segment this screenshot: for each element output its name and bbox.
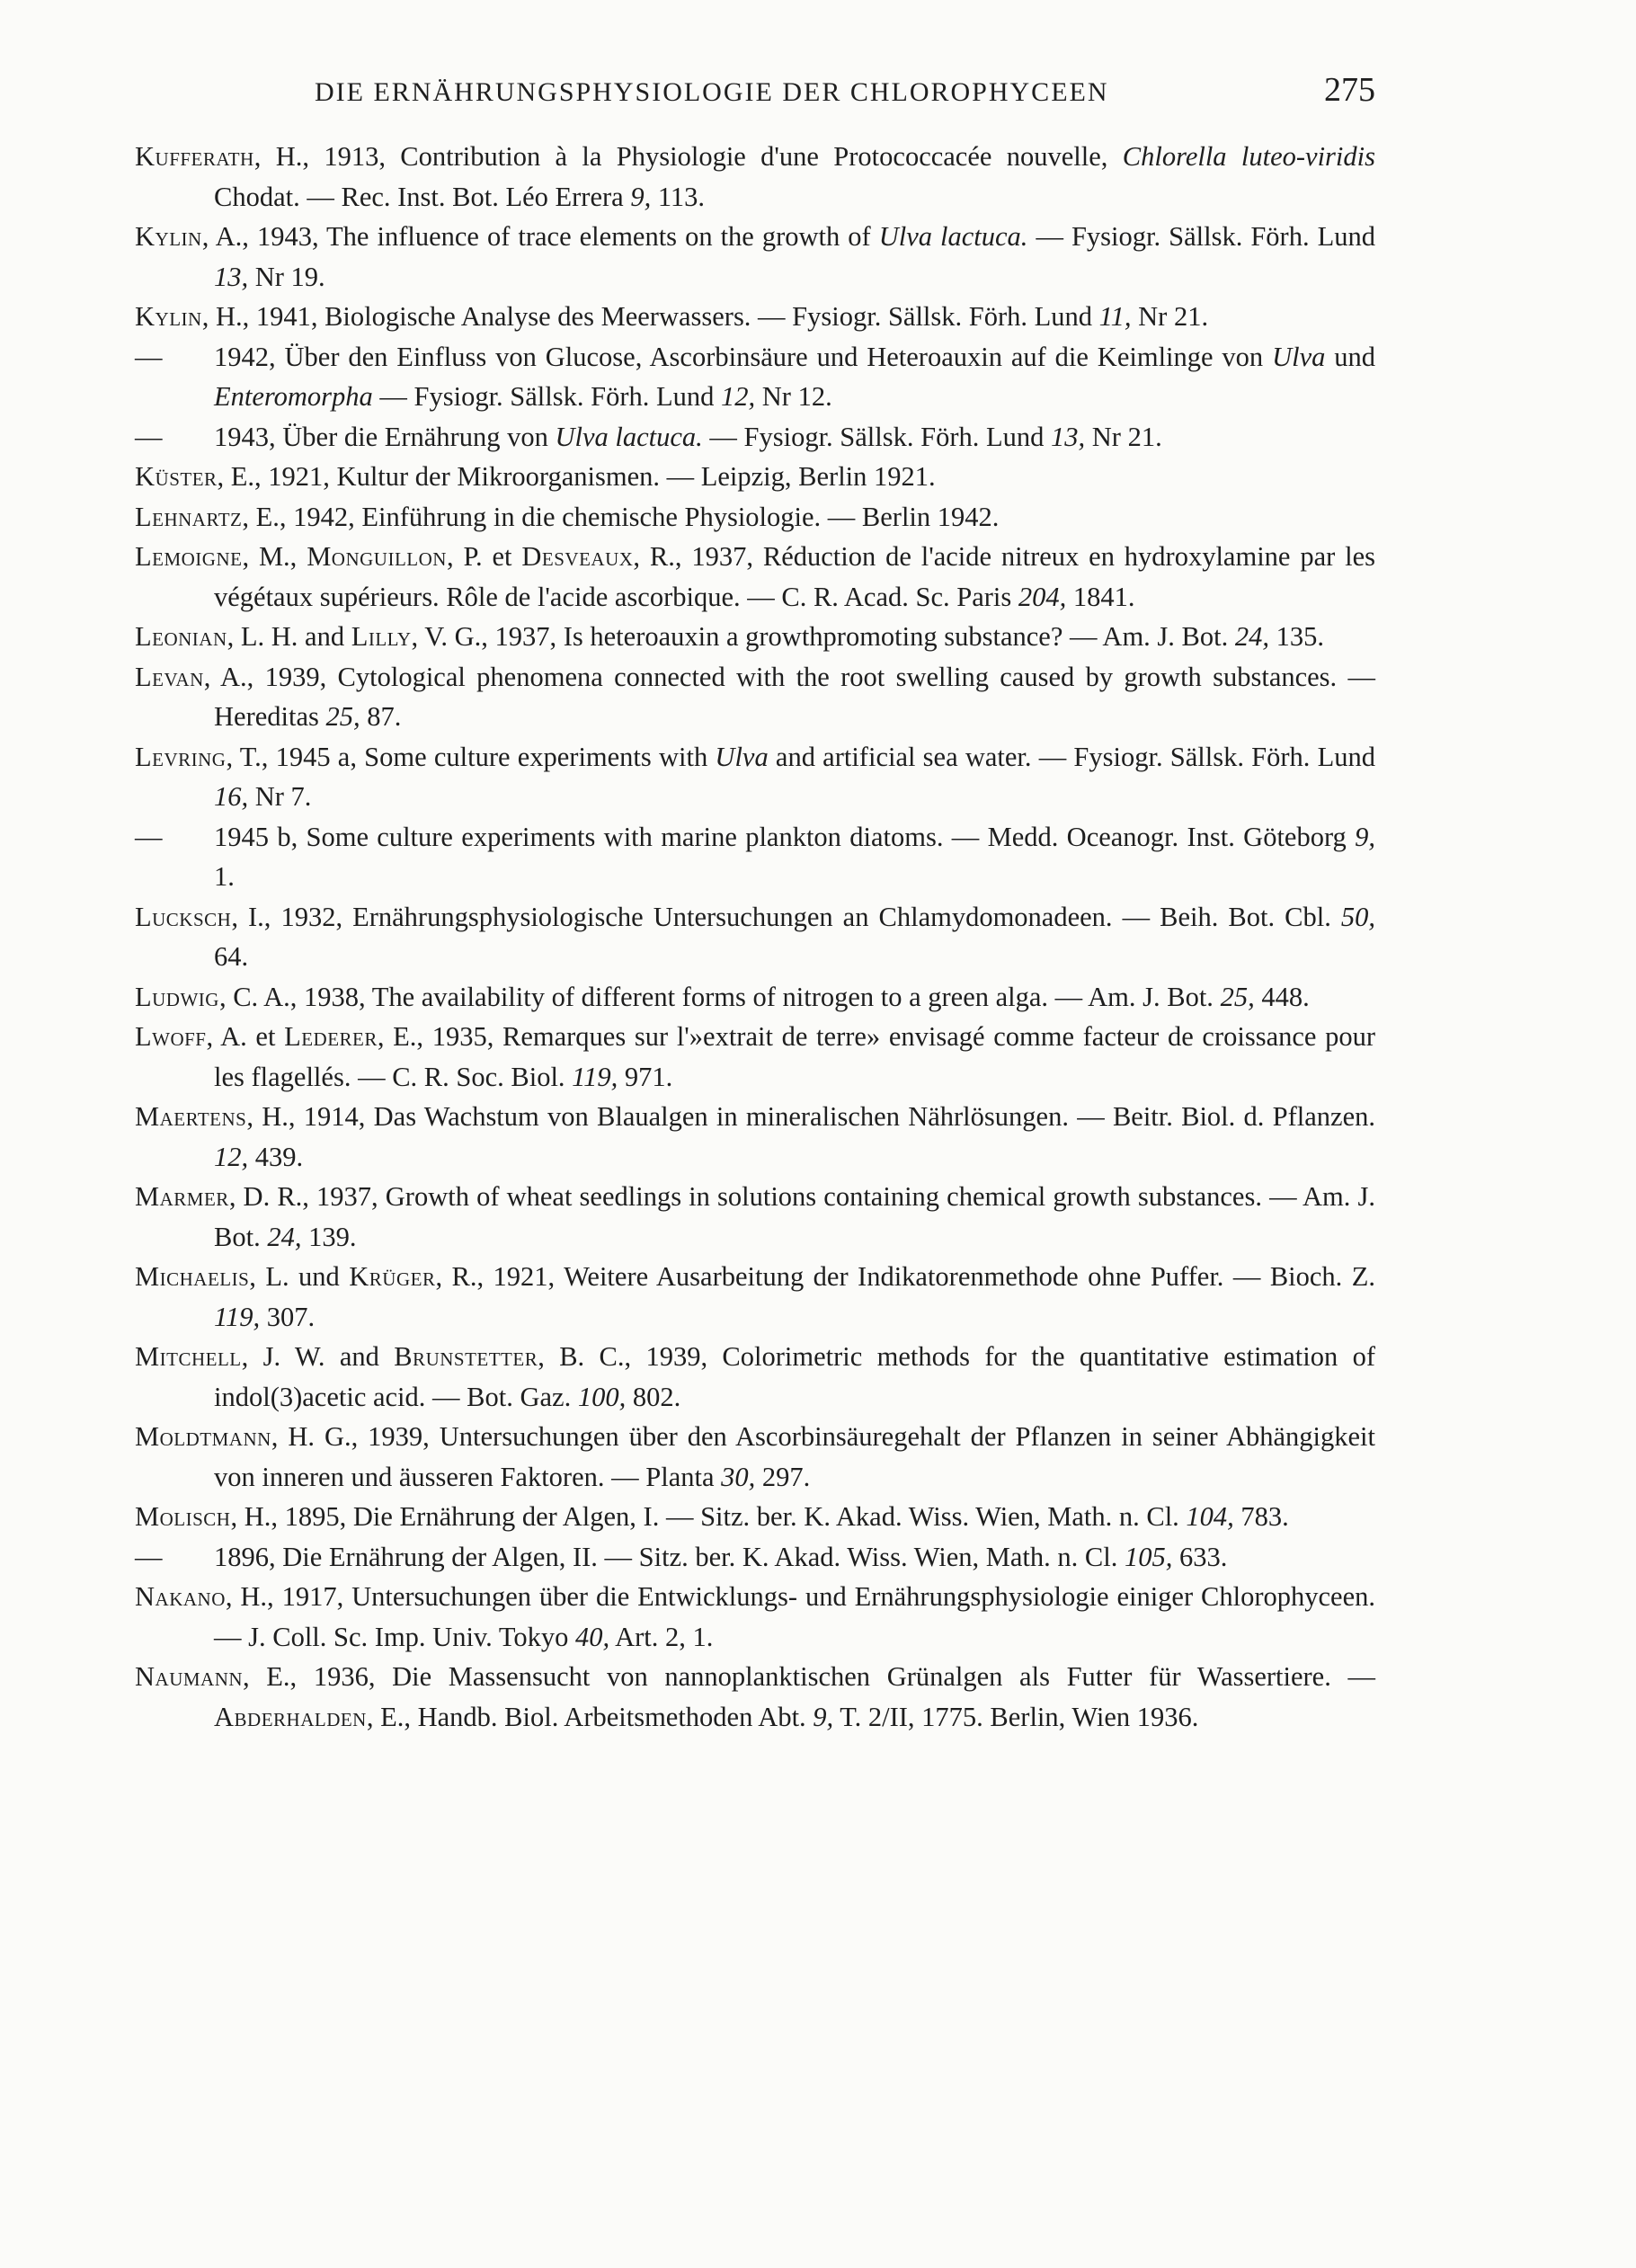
reference-entry: Lucksch, I., 1932, Ernährungsphysiologische Untersuchungen an Chlamydomonadeen. — Beih. Bot. Cbl. 50, 64. — [135, 901, 1375, 972]
reference-entry: Kylin, A., 1943, The influence of trace elements on the growth of Ulva lactuca. — Fysiogr. Sällsk. Förh. Lund 13, Nr 19. — [135, 221, 1375, 292]
running-header — [135, 68, 1375, 117]
reference-entry: Küster, E., 1921, Kultur der Mikroorganismen. — Leipzig, Berlin 1921. — [135, 461, 936, 492]
reference-entry: Ludwig, C. A., 1938, The availability of different forms of nitrogen to a green alga. — Am. J. Bot. 25, 448. — [135, 981, 1310, 1012]
reference-entry: — 1943, Über die Ernährung von Ulva lactuca. — Fysiogr. Sällsk. Förh. Lund 13, Nr 21. — [135, 421, 1162, 452]
page-number: 275 — [1324, 71, 1375, 109]
reference-entry: Lehnartz, E., 1942, Einführung in die chemische Physiologie. — Berlin 1942. — [135, 501, 1000, 532]
reference-entry: Nakano, H., 1917, Untersuchungen über die Entwicklungs- und Ernährungsphysiologie einiger Chlorophyceen. — J. Coll. Sc. Imp. Univ. Tokyo 40, Art. 2, 1. — [135, 1581, 1375, 1652]
reference-entry: Levring, T., 1945 a, Some culture experiments with Ulva and artificial sea water. — Fysiogr. Sällsk. Förh. Lund 16, Nr 7. — [135, 741, 1376, 812]
reference-entry: Leonian, L. H. and Lilly, V. G., 1937, Is heteroauxin a growthpromoting substance? — Am. J. Bot. 24, 135. — [135, 621, 1324, 652]
reference-entry: Kufferath, H., 1913, Contribution à la Physiologie d'une Protococcacée nouvelle, Chlorella luteo-viridis Chodat. — Rec. Inst. Bot. Léo Errera 9, 113. — [135, 141, 1375, 212]
reference-entry: Moldtmann, H. G., 1939, Untersuchungen über den Ascorbinsäuregehalt der Pflanzen in seiner Abhängigkeit von inneren und äusseren Faktoren. — Planta 30, 297. — [135, 1421, 1375, 1492]
reference-entry: Lwoff, A. et Lederer, E., 1935, Remarques sur l'»extrait de terre» envisagé comme facteur de croissance pour les flagellés. — C. R. Soc. Biol. 119, 971. — [135, 1021, 1375, 1092]
reference-entry: Naumann, E., 1936, Die Massensucht von nannoplanktischen Grünalgen als Futter für Wassertiere. — Abderhalden, E., Handb. Biol. Arbeitsmethoden Abt. 9, T. 2/II, 1775. Berlin, Wien 1936. — [135, 1661, 1375, 1732]
reference-entry: — 1942, Über den Einfluss von Glucose, Ascorbinsäure und Heteroauxin auf die Keimlinge von Ulva und Enteromorpha — Fysiogr. Sällsk. Förh. Lund 12, Nr 12. — [135, 341, 1376, 412]
reference-entry: — 1896, Die Ernährung der Algen, II. — Sitz. ber. K. Akad. Wiss. Wien, Math. n. Cl. 105, 633. — [135, 1541, 1228, 1572]
reference-entry: — 1945 b, Some culture experiments with marine plankton diatoms. — Medd. Oceanogr. Inst. Göteborg 9, 1. — [135, 821, 1375, 892]
reference-list — [135, 137, 1375, 1737]
reference-entry: Levan, A., 1939, Cytological phenomena connected with the root swelling caused by growth substances. — Hereditas 25, 87. — [135, 661, 1375, 732]
reference-entry: Mitchell, J. W. and Brunstetter, B. C., 1939, Colorimetric methods for the quantitative estimation of indol(3)acetic acid. — Bot. Gaz. 100, 802. — [135, 1341, 1375, 1412]
reference-entry: Michaelis, L. und Krüger, R., 1921, Weitere Ausarbeitung der Indikatorenmethode ohne Puffer. — Bioch. Z. 119, 307. — [135, 1261, 1375, 1332]
reference-entry: Kylin, H., 1941, Biologische Analyse des Meerwassers. — Fysiogr. Sällsk. Förh. Lund 11, Nr 21. — [135, 301, 1209, 332]
reference-entry: Lemoigne, M., Monguillon, P. et Desveaux, R., 1937, Réduction de l'acide nitreux en hydroxylamine par les végétaux supérieurs. Rôle de l'acide ascorbique. — C. R. Acad. Sc. Paris 204, 1841. — [135, 541, 1376, 612]
running-title: DIE ERNÄHRUNGSPHYSIOLOGIE DER CHLOROPHYCEEN — [315, 77, 1109, 107]
reference-entry: Maertens, H., 1914, Das Wachstum von Blaualgen in mineralischen Nährlösungen. — Beitr. Biol. d. Pflanzen. 12, 439. — [135, 1101, 1375, 1172]
reference-entry: Marmer, D. R., 1937, Growth of wheat seedlings in solutions containing chemical growth substances. — Am. J. Bot. 24, 139. — [135, 1181, 1375, 1252]
reference-entry: Molisch, H., 1895, Die Ernährung der Algen, I. — Sitz. ber. K. Akad. Wiss. Wien, Math. n. Cl. 104, 783. — [135, 1501, 1289, 1532]
